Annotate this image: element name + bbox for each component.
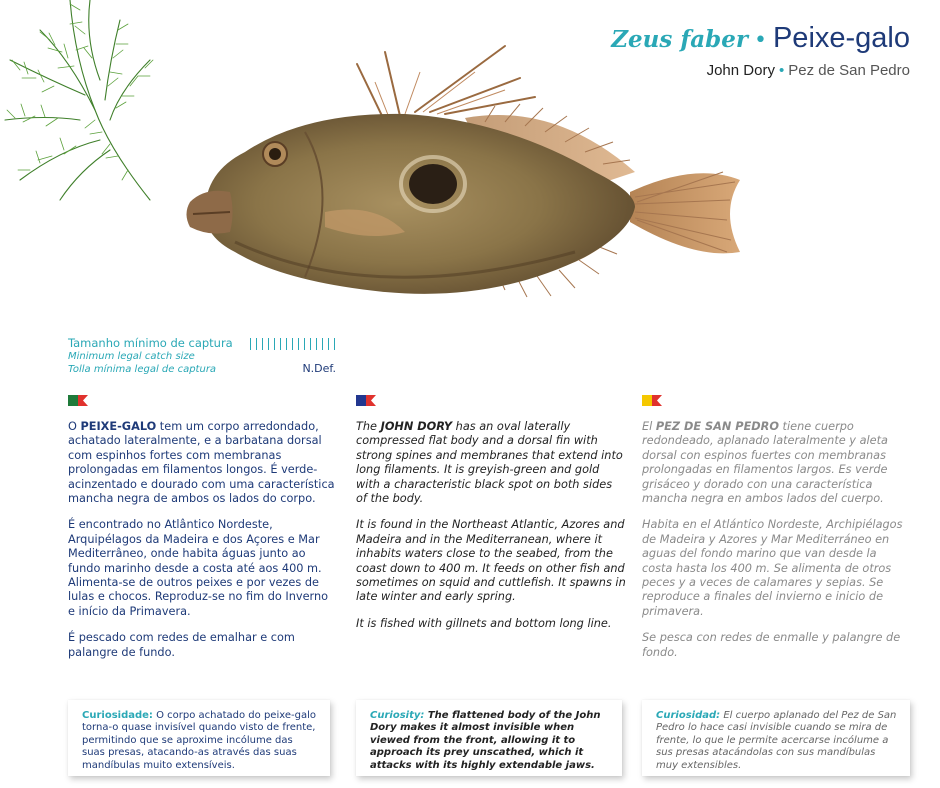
fish-photo — [175, 42, 755, 332]
size-ruler-icon — [250, 338, 338, 350]
pt-species-name: PEIXE-GALO — [80, 420, 157, 433]
column-en — [356, 420, 626, 643]
en-paragraph-3: It is fished with gillnets and bottom long line. — [356, 616, 612, 630]
scientific-name: Zeus faber — [611, 26, 748, 53]
size-label-es: Tolla mínima legal de captura — [68, 364, 217, 375]
title-separator: • — [753, 28, 767, 53]
curiosity-box-es — [642, 700, 910, 776]
min-catch-size — [68, 336, 338, 376]
curiosity-text-pt: O corpo achatado do peixe-galo torna-o quase invisível quando visto de frente, permitindo que se aproxime incólume das suas presas, atacando-as através das suas mandíbulas muito extensíveis. — [82, 710, 316, 771]
es-paragraph-1 — [642, 420, 910, 506]
subtitle-separator: • — [778, 62, 785, 79]
en-species-name: JOHN DORY — [380, 420, 453, 433]
curiosity-text-en: The flattened body of the John Dory makes it almost invisible when viewed from the front, allowing it to approach its prey unscathed, which it attacks with its highly extendable jaws. — [370, 710, 601, 771]
common-name-pt: Peixe-galo — [772, 22, 910, 54]
pt-paragraph-1-text: tem um corpo arredondado, achatado lateralmente, e a barbatana dorsal com espinhos fortes com membranas prolongadas em filamentos longos. É verde-acinzentado e dourado com uma característica mancha negra de ambos os lados do corpo. — [68, 420, 335, 506]
es-paragraph-2: Habita en el Atlántico Nordeste, Archipiélagos de Madeira y Azores y Mar Mediterráneo en aguas del fondo marino que van desde la costa hasta los 400 m. Se alimenta de otros peces y a veces de calamares y sepias. Se reproduce a finales del invierno e inicio de primavera. — [642, 518, 903, 618]
pt-paragraph-2: É encontrado no Atlântico Nordeste, Arquipélagos da Madeira e dos Açores e Mar Mediterrâneo, onde habita águas junto ao fundo marinho desde a costa até aos 400 m. Alimenta-se de outros peixes e por vezes de lulas e chocos. Reproduz-se no fim do Inverno e início da Primavera. — [68, 518, 329, 618]
common-name-es: Pez de San Pedro — [788, 62, 910, 79]
flag-es-icon — [642, 395, 662, 406]
pt-paragraph-3: É pescado com redes de emalhar e com palangre de fundo. — [68, 631, 295, 659]
curiosity-label-en: Curiosity: — [370, 710, 425, 721]
size-value: N.Def. — [302, 362, 336, 375]
en-paragraph-2: It is found in the Northeast Atlantic, Azores and Madeira and in the Mediterranean, where it inhabits waters close to the seabed, from the coast down to 400 m. It feeds on other fish and sometimes on squid and cuttlefish. It spawns in late winter and early spring. — [356, 518, 626, 604]
es-paragraph-1-text: tiene cuerpo redondeado, aplanado lateralmente y aleta dorsal con espinos fuertes con membranas prolongadas en filamentos largos. Es verde grisáceo y dorado con una característica mancha negra en ambos lados del cuerpo. — [642, 420, 888, 506]
curiosity-box-pt — [68, 700, 330, 776]
curiosity-label-pt: Curiosidade: — [82, 710, 153, 721]
en-paragraph-1 — [356, 420, 626, 506]
fennel-herb-icon — [0, 0, 170, 210]
size-label-en: Minimum legal catch size — [68, 351, 195, 362]
size-label-pt: Tamanho mínimo de captura — [68, 336, 233, 350]
common-name-en: John Dory — [706, 62, 775, 79]
en-paragraph-1-text: has an oval laterally compressed flat body and a dorsal fin with strong spines and membranes that extend into long filaments. It is greyish-green and gold with a characteristic black spot on both sides of the body. — [356, 420, 623, 506]
en-pre: The — [356, 420, 381, 433]
pt-paragraph-1: O PEIXE-GALO tem um corpo arredondado, achatado lateralmente, e a barbatana dorsal com espinhos fortes com membranas prolongadas em filamentos longos. É verde-acinzentado e dourado com uma característica mancha negra de ambos os lados do corpo. — [68, 420, 335, 506]
curiosity-box-en — [356, 700, 622, 776]
flag-en-icon — [356, 395, 376, 406]
es-pre: El — [642, 420, 656, 433]
flag-pt-icon — [68, 395, 88, 406]
es-paragraph-3: Se pesca con redes de enmalle y palangre de fondo. — [642, 631, 901, 659]
curiosity-label-es: Curiosidad: — [656, 710, 721, 721]
column-pt — [68, 420, 336, 672]
es-species-name: PEZ DE SAN PEDRO — [655, 420, 779, 433]
column-es — [642, 420, 910, 672]
curiosity-text-es: El cuerpo aplanado del Pez de San Pedro lo hace casi invisible cuando se mira de frente, lo que le permite acercarse incólume a sus presas atacándolas con sus mandíbulas muy extensibles. — [656, 710, 897, 771]
